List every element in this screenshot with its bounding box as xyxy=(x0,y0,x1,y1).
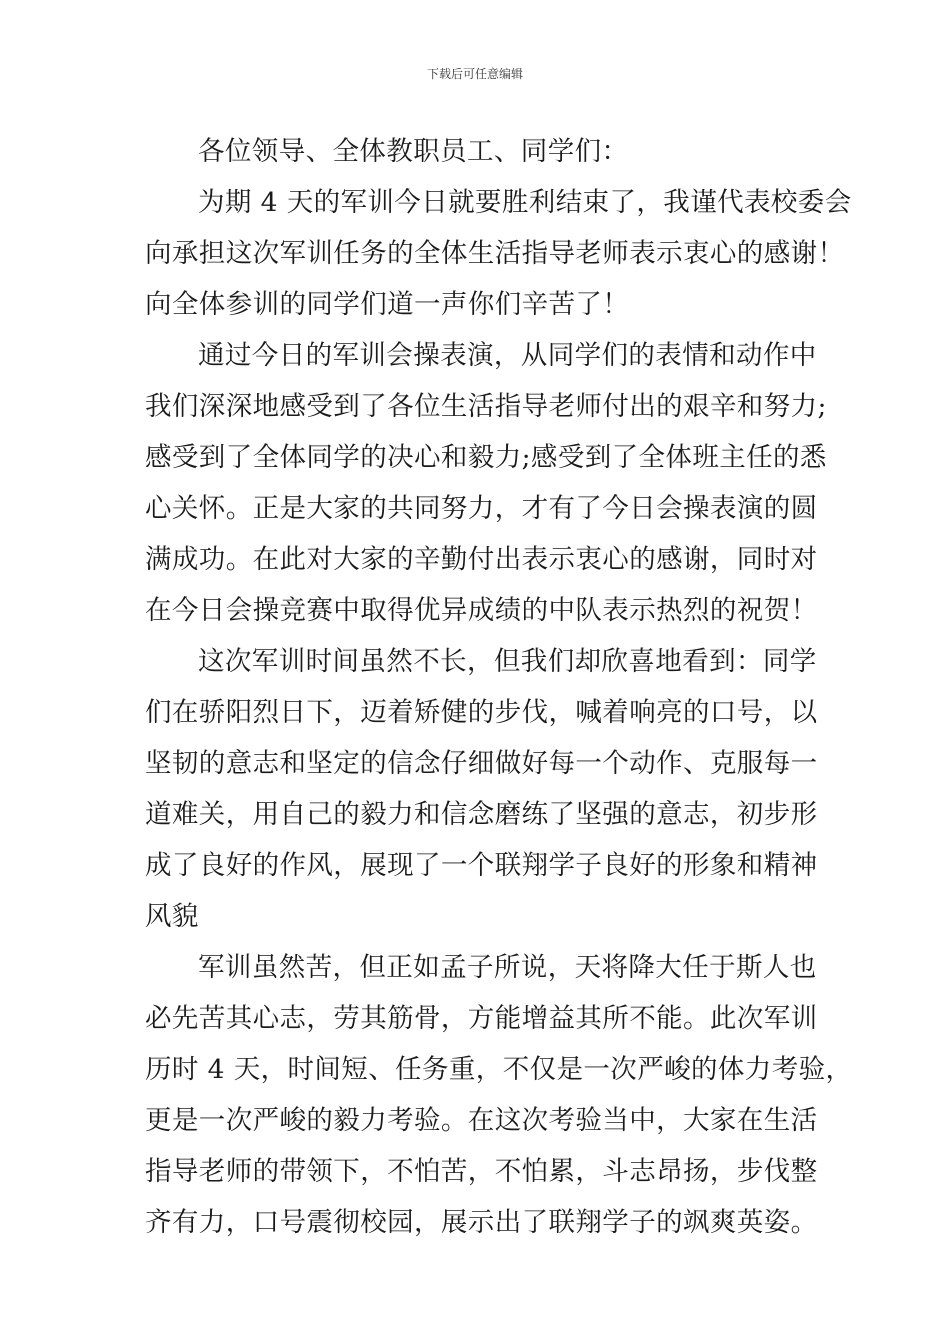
text-line: 向承担这次军训任务的全体生活指导老师表示衷心的感谢！ xyxy=(145,238,845,269)
text-line: 这次军训时间虽然不长，但我们却欣喜地看到：同学 xyxy=(198,646,817,677)
salutation-line: 各位领导、全体教职员工、同学们： xyxy=(198,136,629,167)
text-line: 齐有力，口号震彻校园，展示出了联翔学子的飒爽英姿。 xyxy=(145,1207,818,1238)
text-line: 更是一次严峻的毅力考验。在这次考验当中，大家在生活 xyxy=(145,1105,818,1136)
text-line: 坚韧的意志和坚定的信念仔细做好每一个动作、克服每一 xyxy=(145,748,818,779)
text-line: 道难关，用自己的毅力和信念磨练了坚强的意志，初步形 xyxy=(145,799,818,830)
text-line: 在今日会操竞赛中取得优异成绩的中队表示热烈的祝贺！ xyxy=(145,595,818,626)
text-line: 们在骄阳烈日下，迈着矫健的步伐，喊着响亮的口号，以 xyxy=(145,697,818,728)
text-line: 满成功。在此对大家的辛勤付出表示衷心的感谢，同时对 xyxy=(145,544,818,575)
text-line: 我们深深地感受到了各位生活指导老师付出的艰辛和努力; xyxy=(145,391,827,422)
text-line: 向全体参训的同学们道一声你们辛苦了！ xyxy=(145,289,630,320)
text-line: 心关怀。正是大家的共同努力，才有了今日会操表演的圆 xyxy=(145,493,818,524)
text-line: 必先苦其心志，劳其筋骨，方能增益其所不能。此次军训 xyxy=(145,1003,818,1034)
text-line: 军训虽然苦，但正如孟子所说，天将降大任于斯人也 xyxy=(198,952,817,983)
text-line: 感受到了全体同学的决心和毅力;感受到了全体班主任的悉 xyxy=(145,442,827,473)
text-line: 通过今日的军训会操表演，从同学们的表情和动作中 xyxy=(198,340,817,371)
text-line: 风貌 xyxy=(145,901,199,932)
text-line: 为期 4 天的军训今日就要胜利结束了，我谨代表校委会 xyxy=(198,187,852,218)
document-body xyxy=(145,126,853,1248)
text-line: 指导老师的带领下，不怕苦，不怕累，斗志昂扬，步伐整 xyxy=(145,1156,818,1187)
text-line: 历时 4 天，时间短、任务重，不仅是一次严峻的体力考验， xyxy=(145,1054,853,1085)
text-line: 成了良好的作风，展现了一个联翔学子良好的形象和精神 xyxy=(145,850,818,881)
page-header-note: 下载后可任意编辑 xyxy=(426,67,523,81)
